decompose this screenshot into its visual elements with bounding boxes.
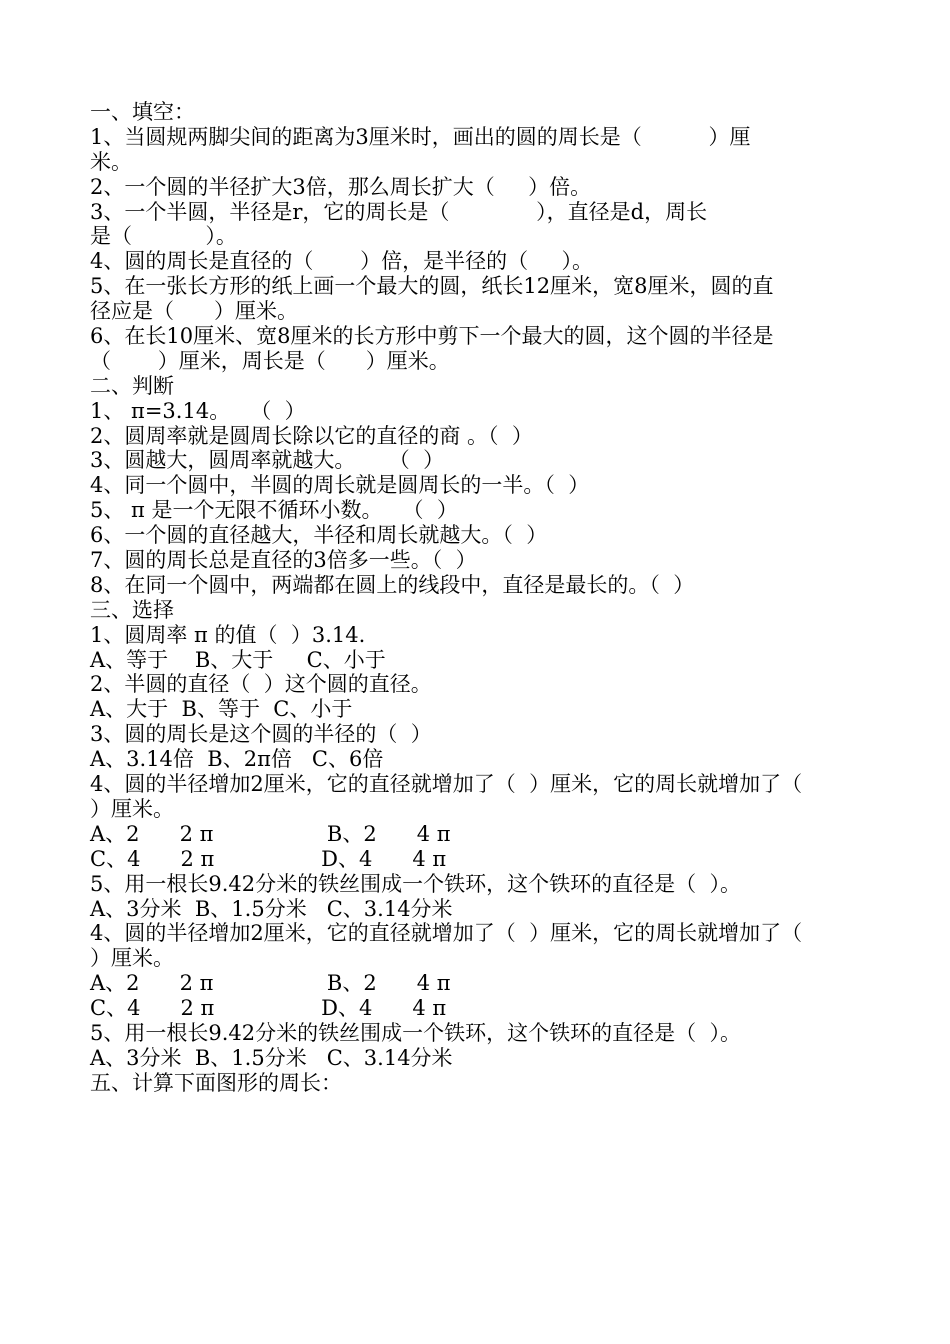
text-line: 3、圆的周长是这个圆的半径的（ ）: [90, 722, 432, 747]
text-line: A、2 2 π B、2 4 π: [90, 971, 451, 996]
text-line: A、3分米 B、1.5分米 C、3.14分米: [90, 896, 453, 921]
text-line: 7、圆的周长总是直径的3倍多一些。（ ）: [90, 548, 477, 573]
text-line: 是（ ）。: [90, 224, 237, 249]
text-line: 2、一个圆的半径扩大3倍，那么周长扩大（ ）倍。: [90, 174, 592, 199]
text-line: （ ）厘米，周长是（ ）厘米。: [90, 348, 450, 373]
text-line: 4、同一个圆中，半圆的周长就是圆周长的一半。（ ）: [90, 473, 590, 498]
text-line: 6、一个圆的直径越大，半径和周长就越大。（ ）: [90, 523, 548, 548]
text-line: A、等于 B、大于 C、小于: [90, 647, 386, 672]
text-line: 5、用一根长9.42分米的铁丝围成一个铁环，这个铁环的直径是（ ）。: [90, 1020, 741, 1045]
text-line: 4、圆的半径增加2厘米，它的直径就增加了（ ）厘米，它的周长就增加了（: [90, 921, 803, 946]
text-line: A、大于 B、等于 C、小于: [90, 697, 353, 722]
text-line: 1、 π=3.14。 （ ）: [90, 398, 306, 423]
text-line: 五、计算下面图形的周长：: [90, 1070, 342, 1095]
text-line: 3、一个半圆，半径是r，它的周长是（ ），直径是d，周长: [90, 199, 708, 224]
text-line: ）厘米。: [90, 796, 174, 821]
text-line: 5、用一根长9.42分米的铁丝围成一个铁环，这个铁环的直径是（ ）。: [90, 871, 741, 896]
text-line: 1、圆周率 π 的值（ ）3.14.: [90, 622, 366, 647]
text-line: 1、当圆规两脚尖间的距离为3厘米时，画出的圆的周长是（ ）厘: [90, 124, 751, 149]
text-line: A、3.14倍 B、2π倍 C、6倍: [90, 747, 384, 772]
text-line: 一、填空：: [90, 100, 195, 124]
text-line: 8、在同一个圆中，两端都在圆上的线段中，直径是最长的。（ ）: [90, 572, 695, 597]
text-line: 3、圆越大，圆周率就越大。 （ ）: [90, 448, 445, 473]
text-line: 4、圆的半径增加2厘米，它的直径就增加了（ ）厘米，它的周长就增加了（: [90, 772, 803, 797]
text-line: C、4 2 π D、4 4 π: [90, 846, 447, 871]
text-line: ）厘米。: [90, 946, 174, 971]
text-line: 米。: [90, 149, 132, 174]
text-line: 5、在一张长方形的纸上画一个最大的圆，纸长12厘米，宽8厘米，圆的直: [90, 274, 774, 299]
text-line: 2、圆周率就是圆周长除以它的直径的商 。（ ）: [90, 423, 533, 448]
text-line: 4、圆的周长是直径的（ ）倍，是半径的（ ）。: [90, 249, 593, 274]
text-line: 2、半圆的直径（ ）这个圆的直径。: [90, 672, 432, 697]
worksheet-body: [90, 100, 870, 1096]
text-line: 径应是（ ）厘米。: [90, 299, 299, 324]
text-line: 6、在长10厘米、宽8厘米的长方形中剪下一个最大的圆，这个圆的半径是: [90, 324, 774, 349]
text-line: C、4 2 π D、4 4 π: [90, 996, 447, 1021]
text-line: 三、选择: [90, 597, 174, 622]
text-line: A、2 2 π B、2 4 π: [90, 821, 451, 846]
text-line: A、3分米 B、1.5分米 C、3.14分米: [90, 1045, 453, 1070]
text-line: 二、判断: [90, 373, 174, 398]
text-line: 5、 π 是一个无限不循环小数。 （ ）: [90, 498, 458, 523]
